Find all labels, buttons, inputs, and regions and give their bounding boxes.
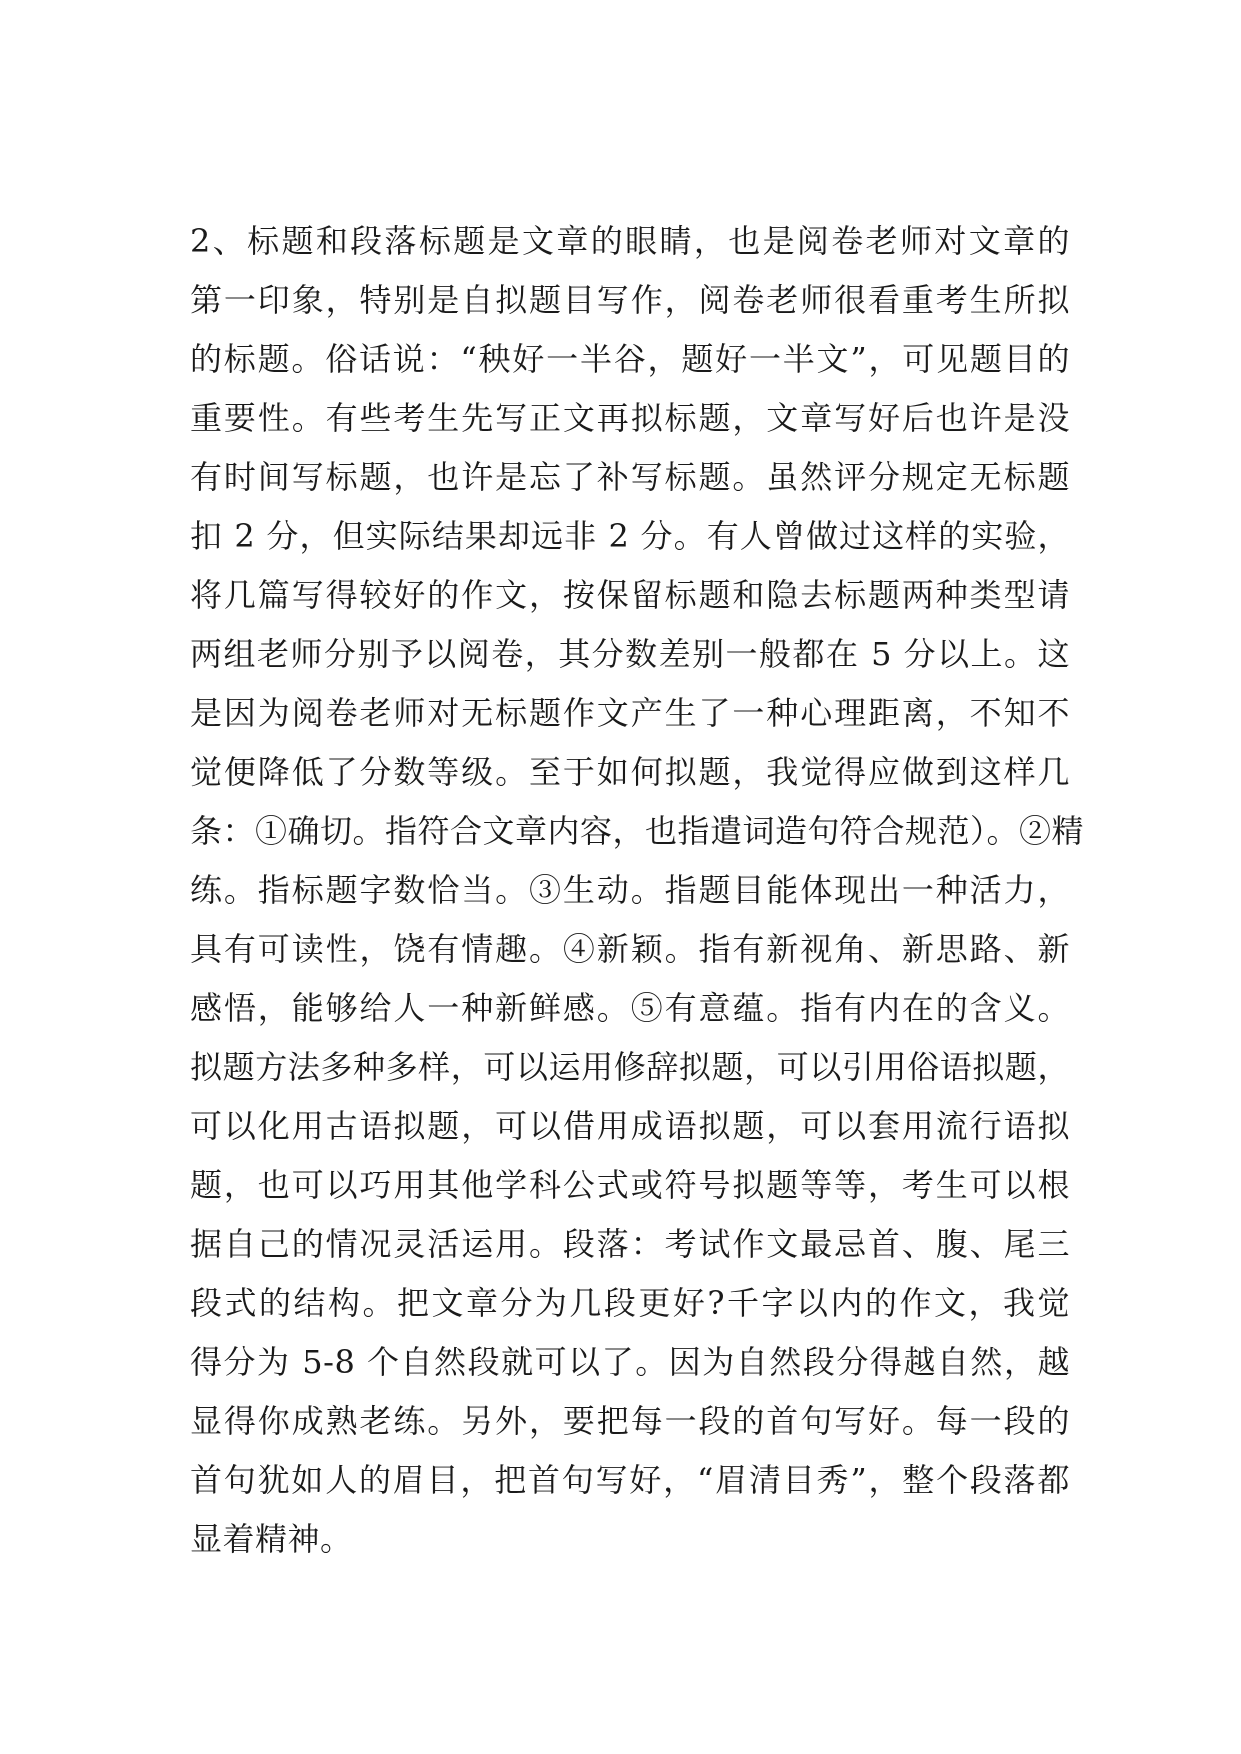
text-line: 首句犹如人的眉目，把首句写好，“眉清目秀”，整个段落都 — [190, 1461, 1070, 1499]
paragraph-body — [190, 212, 1085, 1569]
text-line: 段式的结构。把文章分为几段更好?千字以内的作文，我觉 — [190, 1284, 1070, 1322]
text-line: 是因为阅卷老师对无标题作文产生了一种心理距离，不知不 — [190, 694, 1070, 732]
text-line: 两组老师分别予以阅卷，其分数差别一般都在 5 分以上。这 — [190, 635, 1070, 673]
text-line: 的标题。俗话说：“秧好一半谷，题好一半文”，可见题目的 — [190, 340, 1070, 378]
text-line: 重要性。有些考生先写正文再拟标题，文章写好后也许是没 — [190, 399, 1070, 437]
text-line: 可以化用古语拟题，可以借用成语拟题，可以套用流行语拟 — [190, 1107, 1070, 1145]
text-line: 感悟，能够给人一种新鲜感。⑤有意蕴。指有内在的含义。 — [190, 989, 1070, 1027]
text-line: 2、标题和段落标题是文章的眼睛，也是阅卷老师对文章的 — [190, 222, 1070, 260]
text-line: 扣 2 分，但实际结果却远非 2 分。有人曾做过这样的实验， — [190, 517, 1070, 555]
text-line: 觉便降低了分数等级。至于如何拟题，我觉得应做到这样几 — [190, 753, 1070, 791]
text-line: 题，也可以巧用其他学科公式或符号拟题等等，考生可以根 — [190, 1166, 1070, 1204]
text-line: 显着精神。 — [190, 1520, 353, 1558]
text-line: 练。指标题字数恰当。③生动。指题目能体现出一种活力， — [190, 871, 1070, 909]
text-line: 具有可读性，饶有情趣。④新颖。指有新视角、新思路、新 — [190, 930, 1070, 968]
text-line: 拟题方法多种多样，可以运用修辞拟题，可以引用俗语拟题， — [190, 1048, 1070, 1086]
text-line: 得分为 5-8 个自然段就可以了。因为自然段分得越自然，越 — [190, 1343, 1070, 1381]
text-line: 显得你成熟老练。另外，要把每一段的首句写好。每一段的 — [190, 1402, 1070, 1440]
text-line: 将几篇写得较好的作文，按保留标题和隐去标题两种类型请 — [190, 576, 1070, 614]
text-line: 第一印象，特别是自拟题目写作，阅卷老师很看重考生所拟 — [190, 281, 1070, 319]
text-line: 有时间写标题，也许是忘了补写标题。虽然评分规定无标题 — [190, 458, 1070, 496]
text-line: 据自己的情况灵活运用。段落：考试作文最忌首、腹、尾三 — [190, 1225, 1070, 1263]
text-line: 条：①确切。指符合文章内容，也指遣词造句符合规范）。②精 — [190, 812, 1085, 850]
